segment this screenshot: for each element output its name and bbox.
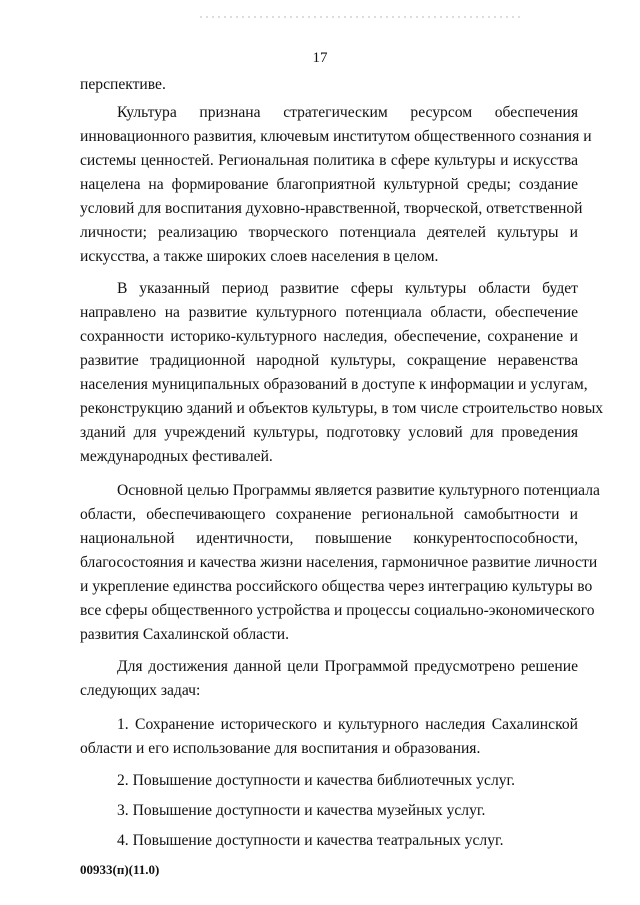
paragraph-line: реконструкцию зданий и объектов культуры, в том числе строительство новых bbox=[80, 400, 604, 417]
paragraph-line: зданий для учреждений культуры, подготовку условий для проведения bbox=[80, 424, 578, 441]
paragraph-line: сохранности историко-культурного наследия, обеспечение, сохранение и bbox=[80, 328, 578, 345]
scan-artifact-dots bbox=[0, 6, 640, 10]
paragraph-line: национальной идентичности, повышение конкурентоспособности, bbox=[80, 530, 578, 547]
paragraph-line: направлено на развитие культурного потенциала области, обеспечение bbox=[80, 304, 578, 321]
paragraph-line: системы ценностей. Региональная политика в сфере культуры и искусства bbox=[80, 152, 578, 169]
document-code: 00933(п)(11.0) bbox=[80, 862, 160, 877]
paragraph-line: Культура признана стратегическим ресурсом обеспечения bbox=[117, 104, 578, 121]
paragraph-line: 4. Повышение доступности и качества театральных услуг. bbox=[117, 832, 504, 849]
paragraph-line: следующих задач: bbox=[80, 682, 201, 699]
paragraph-line: инновационного развития, ключевым институтом общественного сознания и bbox=[80, 128, 592, 145]
paragraph-line: благосостояния и качества жизни населения, гармоничное развитие личности bbox=[80, 554, 598, 571]
paragraph-line: развитие традиционной народной культуры, сокращение неравенства bbox=[80, 352, 578, 369]
page-number: 17 bbox=[312, 50, 328, 66]
paragraph-line: В указанный период развитие сферы культуры области будет bbox=[117, 280, 578, 297]
paragraph-line: Для достижения данной цели Программой предусмотрено решение bbox=[117, 658, 578, 675]
paragraph-line: условий для воспитания духовно-нравственной, творческой, ответственной bbox=[80, 200, 583, 217]
paragraph-line: населения муниципальных образований в доступе к информации и услугам, bbox=[80, 376, 588, 393]
paragraph-line: перспективе. bbox=[80, 76, 166, 93]
paragraph-line: личности; реализацию творческого потенциала деятелей культуры и bbox=[80, 224, 578, 241]
paragraph-line: 2. Повышение доступности и качества библиотечных услуг. bbox=[117, 772, 516, 789]
paragraph-line: все сферы общественного устройства и процессы социально-экономического bbox=[80, 602, 595, 619]
paragraph-line: 1. Сохранение исторического и культурного наследия Сахалинской bbox=[117, 716, 578, 733]
paragraph-line: области и его использование для воспитания и образования. bbox=[80, 740, 481, 757]
paragraph-line: развития Сахалинской области. bbox=[80, 626, 290, 643]
paragraph-line: и укрепление единства российского общества через интеграцию культуры во bbox=[80, 578, 593, 595]
paragraph-line: Основной целью Программы является развитие культурного потенциала bbox=[117, 482, 600, 499]
paragraph-line: искусства, а также широких слоев населения в целом. bbox=[80, 248, 439, 265]
paragraph-line: нацелена на формирование благоприятной культурной среды; создание bbox=[80, 176, 578, 193]
paragraph-line: области, обеспечивающего сохранение региональной самобытности и bbox=[80, 506, 578, 523]
paragraph-line: 3. Повышение доступности и качества музейных услуг. bbox=[117, 802, 486, 819]
paragraph-line: международных фестивалей. bbox=[80, 448, 273, 465]
